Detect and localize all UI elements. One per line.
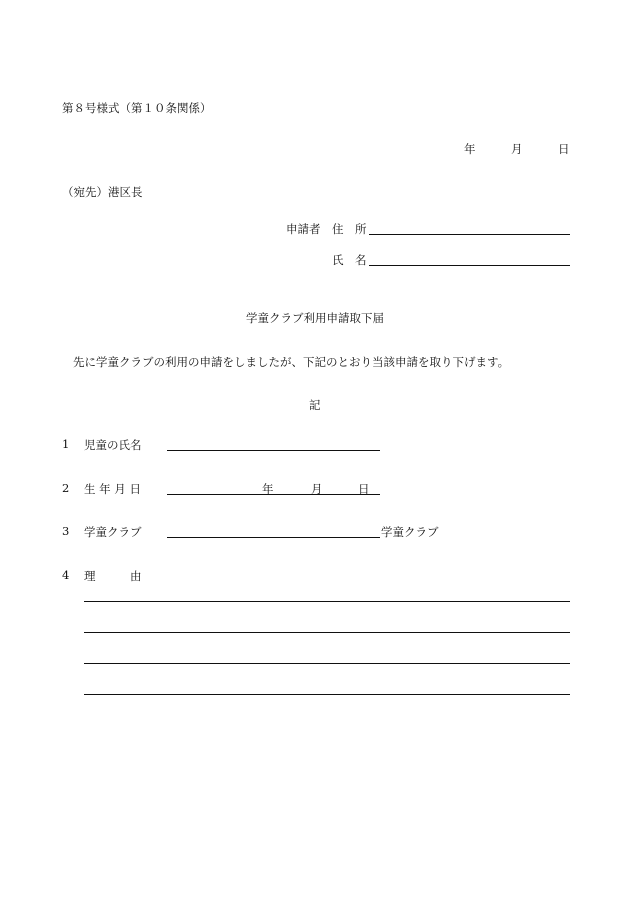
ki-heading: 記 bbox=[309, 398, 321, 412]
reason-line-4[interactable] bbox=[84, 694, 570, 695]
item-2-label: 生 年 月 日 bbox=[84, 482, 141, 496]
item-4-number: 4 bbox=[62, 568, 70, 582]
date-day-label: 日 bbox=[558, 142, 570, 156]
child-name-line[interactable] bbox=[167, 450, 380, 451]
reason-line-3[interactable] bbox=[84, 663, 570, 664]
date-month-label: 月 bbox=[511, 142, 523, 156]
document-title: 学童クラブ利用申請取下届 bbox=[246, 311, 384, 325]
applicant-name-label: 氏 名 bbox=[332, 253, 367, 267]
reason-line-2[interactable] bbox=[84, 632, 570, 633]
applicant-address-line[interactable] bbox=[369, 234, 570, 235]
item-2-number: 2 bbox=[62, 481, 70, 495]
item-3-number: 3 bbox=[62, 524, 70, 538]
item-3-label: 学童クラブ bbox=[84, 525, 142, 539]
item-3-suffix: 学童クラブ bbox=[381, 525, 439, 539]
birth-date-line[interactable] bbox=[167, 494, 380, 495]
item-1-label: 児童の氏名 bbox=[84, 438, 142, 452]
reason-line-1[interactable] bbox=[84, 601, 570, 602]
form-number: 第８号様式（第１０条関係） bbox=[62, 101, 212, 115]
birth-day-label: 日 bbox=[358, 482, 370, 496]
birth-month-label: 月 bbox=[311, 482, 323, 496]
club-name-line[interactable] bbox=[167, 537, 380, 538]
applicant-label: 申請者 bbox=[286, 222, 321, 236]
birth-year-label: 年 bbox=[262, 482, 274, 496]
applicant-address-label: 住 所 bbox=[332, 222, 367, 236]
addressee: （宛先）港区長 bbox=[62, 185, 143, 199]
item-4-label: 理 由 bbox=[84, 569, 142, 583]
item-1-number: 1 bbox=[62, 437, 70, 451]
date-year-label: 年 bbox=[464, 142, 476, 156]
applicant-name-line[interactable] bbox=[369, 265, 570, 266]
body-text: 先に学童クラブの利用の申請をしましたが、下記のとおり当該申請を取り下げます。 bbox=[73, 355, 510, 369]
